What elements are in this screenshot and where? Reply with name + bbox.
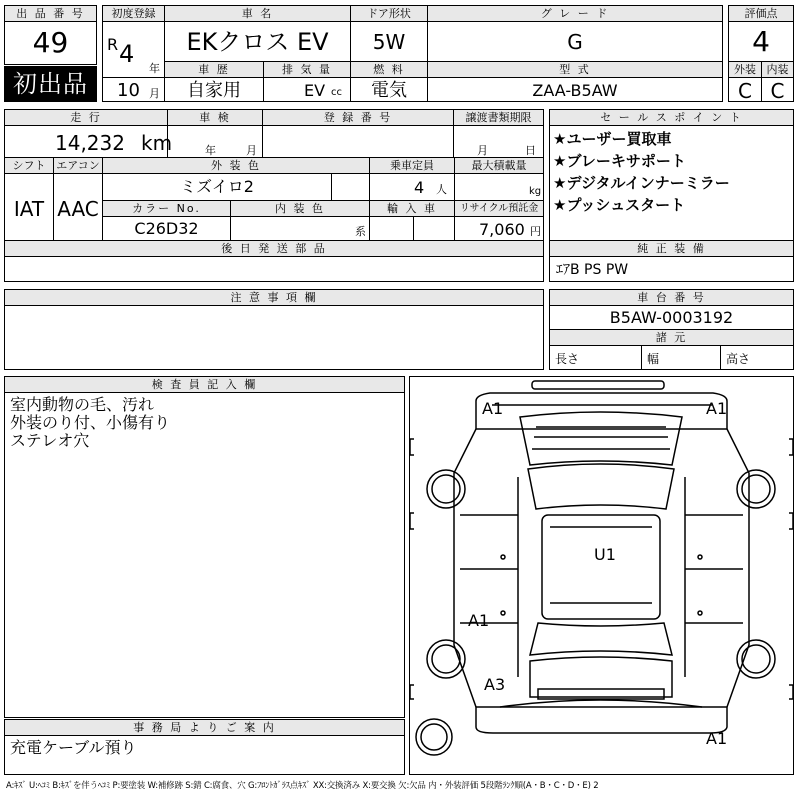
sales-points-label: セ ー ル ス ポ イ ン ト (549, 109, 794, 126)
dim-height-label: 高さ (726, 352, 751, 366)
int-color-unit: 系 (355, 225, 366, 238)
ext-color-label: 外 装 色 (102, 157, 370, 174)
dim-width-label: 幅 (647, 352, 660, 366)
model-box (427, 77, 723, 102)
sales-points-box (549, 125, 794, 241)
first-reg-year-unit: 年 (149, 62, 160, 75)
import-box-b (413, 216, 455, 241)
ext-color-extra-box (331, 173, 370, 201)
inspector-box (4, 392, 405, 718)
capacity-label: 乗車定員 (369, 157, 455, 174)
recycle-label: リサイクル預託金 (454, 200, 544, 217)
int-score-box (761, 77, 794, 102)
int-color-box (230, 216, 370, 241)
car-name: EKクロス EV (186, 28, 329, 56)
office-note: 充電ケーブル預り (10, 738, 137, 757)
equipment-label: 純 正 装 備 (549, 240, 794, 257)
ext-label: 外装 (728, 61, 762, 78)
sales-point-1: ★ユーザー買取車 (553, 130, 672, 148)
transfer-label: 譲渡書類期限 (453, 109, 544, 126)
fuel-box (350, 77, 428, 102)
dim-height-box (720, 345, 794, 370)
sales-point-3: ★デジタルインナーミラー (553, 174, 730, 192)
inspection-year-unit: 年 (205, 144, 216, 157)
aircon-label: エアコン (53, 157, 103, 174)
model-label: 型 式 (427, 61, 723, 78)
score-label: 評価点 (728, 5, 794, 22)
equipment-box (549, 256, 794, 282)
max-load-box (454, 173, 544, 201)
shift-box (4, 173, 54, 241)
color-no-label: カラー No. (102, 200, 231, 217)
car-body-outline (410, 377, 793, 774)
dims-label: 諸 元 (549, 329, 794, 346)
grade-box (427, 21, 723, 62)
equipment: ｴｱB PS PW (556, 262, 629, 278)
transfer-month-unit: 月 (477, 144, 488, 157)
fuel-label: 燃 料 (350, 61, 428, 78)
reg-no-box (262, 125, 454, 158)
recycle: 7,060 (479, 220, 525, 239)
capacity-unit: 人 (436, 183, 447, 196)
car-name-label: 車 名 (164, 5, 351, 22)
transfer-box (453, 125, 544, 158)
inspection-label: 車 検 (167, 109, 263, 126)
ext-color-box (102, 173, 332, 201)
history: 自家用 (187, 80, 241, 101)
first-reg-year: 4 (119, 40, 135, 68)
first-reg-month-unit: 月 (149, 87, 160, 100)
capacity: 4 (414, 178, 425, 197)
grade-label: グ レ ー ド (427, 5, 723, 22)
max-load-label: 最大積載量 (454, 157, 544, 174)
inspection-month-unit: 月 (246, 144, 257, 157)
int-color-label: 内 装 色 (230, 200, 370, 217)
chassis-box (549, 305, 794, 330)
first-reg-era: R (107, 35, 119, 54)
aircon: AAC (57, 197, 99, 221)
inspector-label: 検 査 員 記 入 欄 (4, 376, 405, 393)
lot-number: 49 (32, 26, 69, 59)
office-label: 事 務 局 よ り ご 案 内 (4, 719, 405, 736)
first-reg-month-box (102, 77, 165, 102)
shift-label: シフト (4, 157, 54, 174)
color-no-box (102, 216, 231, 241)
capacity-box (369, 173, 455, 201)
history-box (164, 77, 264, 102)
dim-length-box (549, 345, 642, 370)
grade: G (567, 30, 583, 54)
aircon-box (53, 173, 103, 241)
car-diagram (409, 376, 794, 775)
door-label: ドア形状 (350, 5, 428, 22)
inspector-line-1: 室内動物の毛、汚れ (10, 395, 155, 414)
lot-number-box (4, 21, 97, 65)
score: 4 (752, 25, 770, 58)
displacement-box (263, 77, 351, 102)
damage-rear-left: A3 (484, 675, 506, 694)
first-reg-label: 初度登録 (102, 5, 165, 22)
damage-roof: U1 (594, 545, 616, 564)
shift: IAT (13, 197, 45, 221)
damage-left-side: A1 (468, 611, 490, 630)
inspector-line-2: 外装のり付、小傷有り (10, 413, 171, 432)
max-load-unit: kg (529, 186, 542, 197)
later-parts-label: 後 日 発 送 部 品 (4, 240, 544, 257)
sales-point-4: ★プッシュスタート (553, 196, 686, 214)
mileage-box (4, 125, 173, 158)
notes-label: 注 意 事 項 欄 (4, 289, 544, 306)
inspector-line-3: ステレオ穴 (10, 431, 90, 450)
history-label: 車 歴 (164, 61, 264, 78)
recycle-box (454, 216, 544, 241)
recycle-unit: 円 (530, 225, 541, 238)
score-box (728, 21, 794, 62)
ext-color: ミズイロ2 (180, 177, 254, 196)
later-parts-box (4, 256, 544, 282)
displacement-label: 排 気 量 (263, 61, 351, 78)
transfer-day-unit: 日 (525, 144, 536, 157)
reg-no-label: 登 録 番 号 (262, 109, 454, 126)
dim-width-box (641, 345, 721, 370)
color-no: C26D32 (134, 219, 199, 238)
ext-score-box (728, 77, 762, 102)
sales-point-2: ★ブレーキサポート (553, 152, 686, 170)
int-label: 内装 (761, 61, 794, 78)
first-listing-badge: 初出品 (4, 66, 97, 102)
model: ZAA-B5AW (532, 81, 618, 100)
int-score: C (770, 79, 785, 103)
door-box (350, 21, 428, 62)
dim-length-label: 長さ (555, 352, 580, 366)
mileage: 14,232 (55, 131, 125, 155)
damage-front-right: A1 (706, 399, 728, 418)
first-reg-month: 10 (117, 80, 140, 101)
first-reg-year-box (102, 21, 165, 78)
legend: A:ｷｽﾞ U:ﾍｺﾐ B:ｷｽﾞを伴うﾍｺﾐ P:要塗装 W:補修跡 S:錆 C:腐食、穴 G:ﾌﾛﾝﾄｶﾞﾗｽ点ｷｽﾞ XX:交換済み X:要交換 欠:欠品 内・外装評価 5段階ﾗﾝｸ順(A・B・C・D・E) 2 (6, 781, 599, 791)
inspection-box (167, 125, 263, 158)
lot-label: 出 品 番 号 (4, 5, 97, 22)
fuel: 電気 (371, 80, 407, 101)
chassis-label: 車 台 番 号 (549, 289, 794, 306)
door-type: 5W (372, 30, 406, 54)
import-label: 輸 入 車 (369, 200, 455, 217)
displacement: EV (304, 81, 326, 100)
mileage-label: 走 行 (4, 109, 168, 126)
damage-front-left: A1 (482, 399, 504, 418)
ext-score: C (738, 79, 752, 103)
chassis-number: B5AW-0003192 (609, 308, 734, 327)
office-box (4, 735, 405, 775)
car-name-box (164, 21, 351, 62)
displacement-unit: cc (331, 87, 342, 98)
damage-rear-right: A1 (706, 729, 728, 748)
import-box-a (369, 216, 414, 241)
notes-box (4, 305, 544, 370)
mileage-unit: km (141, 131, 173, 155)
